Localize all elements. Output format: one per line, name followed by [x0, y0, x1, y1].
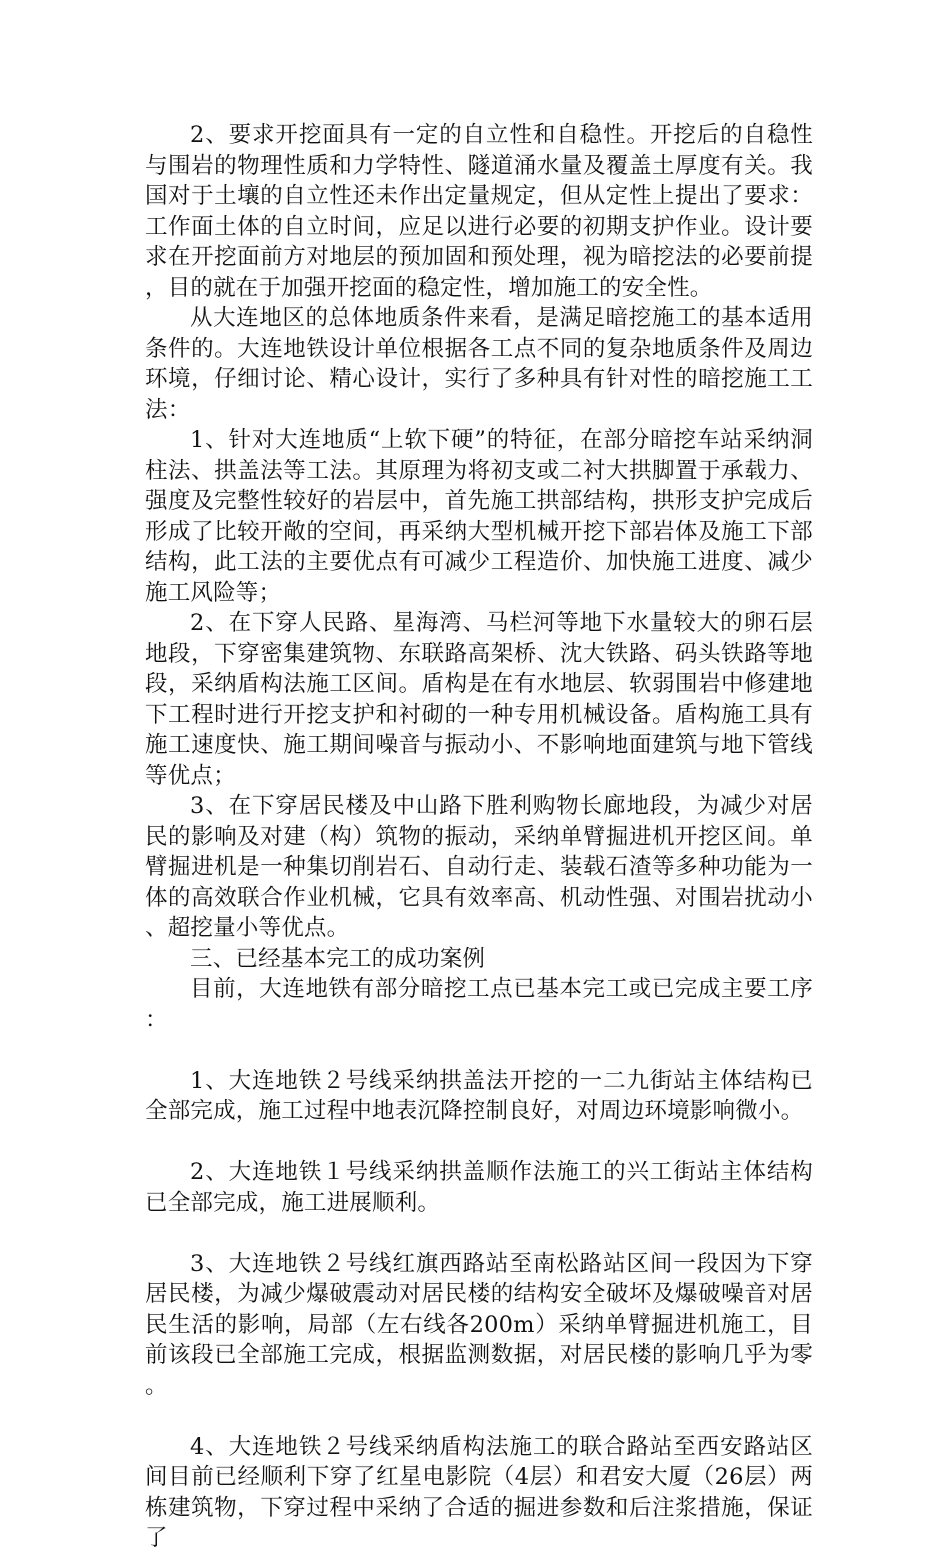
paragraph-stability-requirement: 2、要求开挖面具有一定的自立性和自稳性。开挖后的自稳性与围岩的物理性质和力学特性、隧道涌水量及覆盖土厚度有关。我国对于土壤的自立性还未作出定量规定，但从定性上提出了要求：工作面土体的自立时间，应足以进行必要的初期支护作业。设计要求在开挖面前方对地层的预加固和预处理，视为暗挖法的必要前提，目的就在于加强开挖面的稳定性，增加施工的安全性。: [145, 122, 813, 301]
paragraph-method-shield: 2、在下穿人民路、星海湾、马栏河等地下水量较大的卵石层地段，下穿密集建筑物、东联路高架桥、沈大铁路、码头铁路等地段，采纳盾构法施工区间。盾构是在有水地层、软弱围岩中修建地下工程时进行开挖支护和衬砌的一种专用机械设备。盾构施工具有施工速度快、施工期间噪音与振动小、不影响地面建筑与地下管线等优点；: [145, 610, 813, 789]
paragraph-case-3: 3、大连地铁２号线红旗西路站至南松路站区间一段因为下穿居民楼，为减少爆破震动对居民楼的结构安全破坏及爆破噪音对居民生活的影响，局部（左右线各200m）采纳单臂掘进机施工，目前该段已全部施工完成，根据监测数据，对居民楼的影响几乎为零。: [145, 1250, 813, 1399]
paragraph-dalian-geology: 从大连地区的总体地质条件来看，是满足暗挖施工的基本适用条件的。大连地铁设计单位根据各工点不同的复杂地质条件及周边环境，仔细讨论、精心设计，实行了多种具有针对性的暗挖施工工法：: [145, 305, 813, 423]
section-heading-success-cases: 三、已经基本完工的成功案例: [190, 945, 486, 972]
document-page: [145, 120, 813, 1554]
paragraph-case-4: 4、大连地铁２号线采纳盾构法施工的联合路站至西安路站区间目前已经顺利下穿了红星电影院（4层）和君安大厦（26层）两栋建筑物，下穿过程中采纳了合适的掘进参数和后注浆措施，保证了: [145, 1433, 813, 1551]
paragraph-current-status: 目前，大连地铁有部分暗挖工点已基本完工或已完成主要工序：: [145, 976, 813, 1033]
paragraph-case-1: 1、大连地铁２号线采纳拱盖法开挖的一二九街站主体结构已全部完成，施工过程中地表沉降控制良好，对周边环境影响微小。: [145, 1067, 813, 1124]
paragraph-case-2: 2、大连地铁１号线采纳拱盖顺作法施工的兴工街站主体结构已全部完成，施工进展顺利。: [145, 1159, 813, 1216]
paragraph-method-roadheader: 3、在下穿居民楼及中山路下胜利购物长廊地段，为减少对居民的影响及对建（构）筑物的振动，采纳单臂掘进机开挖区间。单臂掘进机是一种集切削岩石、自动行走、装载石渣等多种功能为一体的高效联合作业机械，它具有效率高、机动性强、对围岩扰动小、超挖量小等优点。: [145, 793, 813, 941]
paragraph-method-arch-cover: 1、针对大连地质“上软下硬”的特征，在部分暗挖车站采纳洞柱法、拱盖法等工法。其原理为将初支或二衬大拱脚置于承载力、强度及完整性较好的岩层中，首先施工拱部结构，拱形支护完成后形成了比较开敞的空间，再采纳大型机械开挖下部岩体及施工下部结构，此工法的主要优点有可减少工程造价、加快施工进度、减少施工风险等；: [145, 427, 813, 606]
